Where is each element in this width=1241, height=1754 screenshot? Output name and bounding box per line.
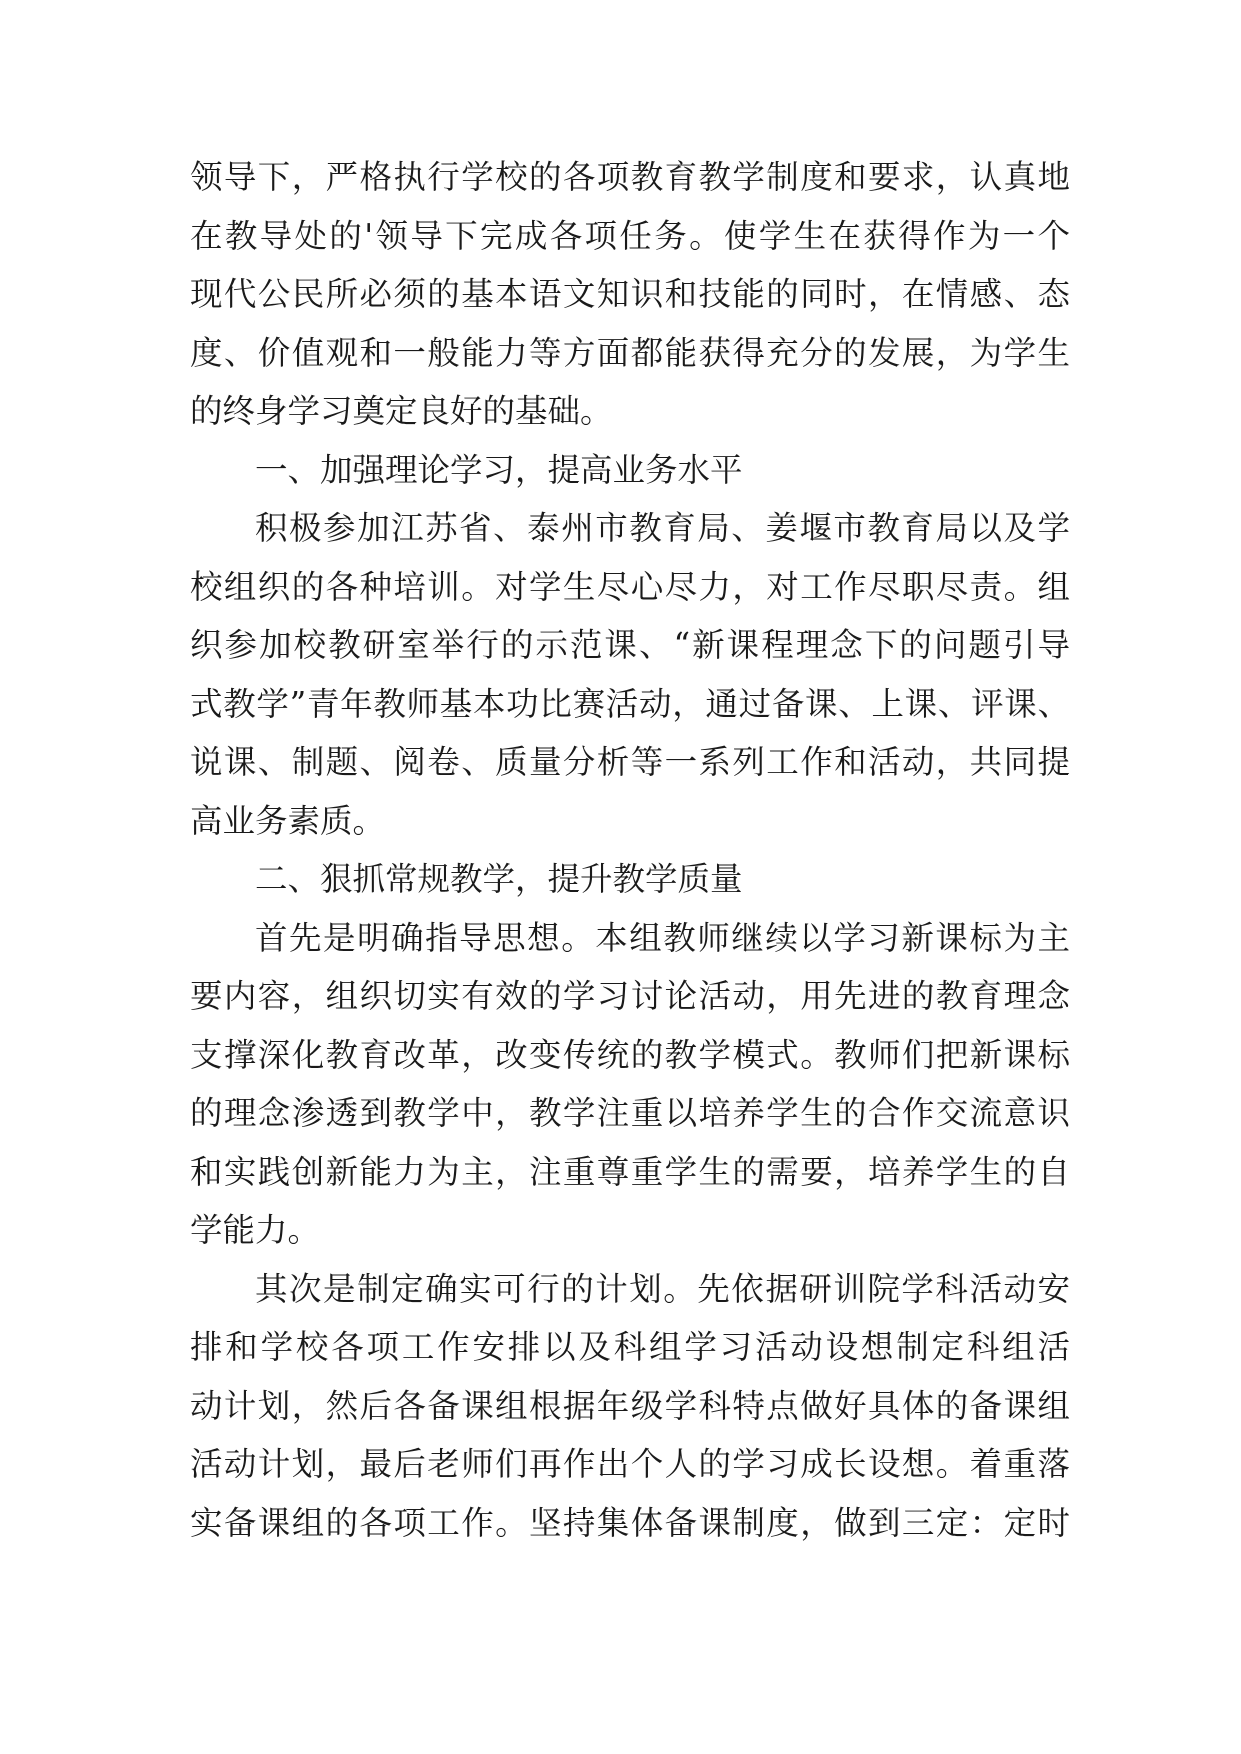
text-line: 校组织的各种培训。对学生尽心尽力，对工作尽职尽责。组 bbox=[190, 567, 1070, 606]
text-line: 支撑深化教育改革，改变传统的教学模式。教师们把新课标 bbox=[190, 1035, 1070, 1074]
text-line: 高业务素质。 bbox=[190, 801, 386, 840]
text-line: 领导下，严格执行学校的各项教育教学制度和要求，认真地 bbox=[190, 158, 1070, 196]
text-line: 说课、制题、阅卷、质量分析等一系列工作和活动，共同提 bbox=[190, 743, 1070, 781]
text-line: 其次是制定确实可行的计划。先依据研训院学科活动安 bbox=[255, 1269, 1070, 1308]
text-line: 织参加校教研室举行的示范课、“新课程理念下的问题引导 bbox=[190, 626, 1070, 664]
text-line: 的终身学习奠定良好的基础。 bbox=[190, 392, 613, 430]
text-line: 的理念渗透到教学中，教学注重以培养学生的合作交流意识 bbox=[190, 1094, 1070, 1132]
text-line: 学能力。 bbox=[190, 1211, 321, 1249]
text-line: 要内容，组织切实有效的学习讨论活动，用先进的教育理念 bbox=[190, 977, 1070, 1015]
text-line: 二、狠抓常规教学，提升教学质量 bbox=[255, 860, 743, 898]
text-line: 和实践创新能力为主，注重尊重学生的需要，培养学生的自 bbox=[190, 1152, 1070, 1191]
text-line: 积极参加江苏省、泰州市教育局、姜堰市教育局以及学 bbox=[255, 509, 1070, 547]
text-line: 活动计划，最后老师们再作出个人的学习成长设想。着重落 bbox=[190, 1445, 1070, 1483]
text-line: 动计划，然后各备课组根据年级学科特点做好具体的备课组 bbox=[190, 1386, 1070, 1425]
text-line: 一、加强理论学习，提高业务水平 bbox=[255, 450, 743, 489]
text-line: 实备课组的各项工作。坚持集体备课制度，做到三定：定时 bbox=[190, 1503, 1070, 1542]
text-line: 在教导处的'领导下完成各项任务。使学生在获得作为一个 bbox=[190, 216, 1070, 255]
text-line: 排和学校各项工作安排以及科组学习活动设想制定科组活 bbox=[190, 1328, 1070, 1366]
text-line: 现代公民所必须的基本语文知识和技能的同时，在情感、态 bbox=[190, 275, 1070, 313]
text-line: 首先是明确指导思想。本组教师继续以学习新课标为主 bbox=[255, 918, 1070, 957]
document-body bbox=[190, 148, 1070, 1552]
text-line: 度、价值观和一般能力等方面都能获得充分的发展，为学生 bbox=[190, 333, 1070, 372]
text-line: 式教学”青年教师基本功比赛活动，通过备课、上课、评课、 bbox=[190, 684, 1070, 723]
